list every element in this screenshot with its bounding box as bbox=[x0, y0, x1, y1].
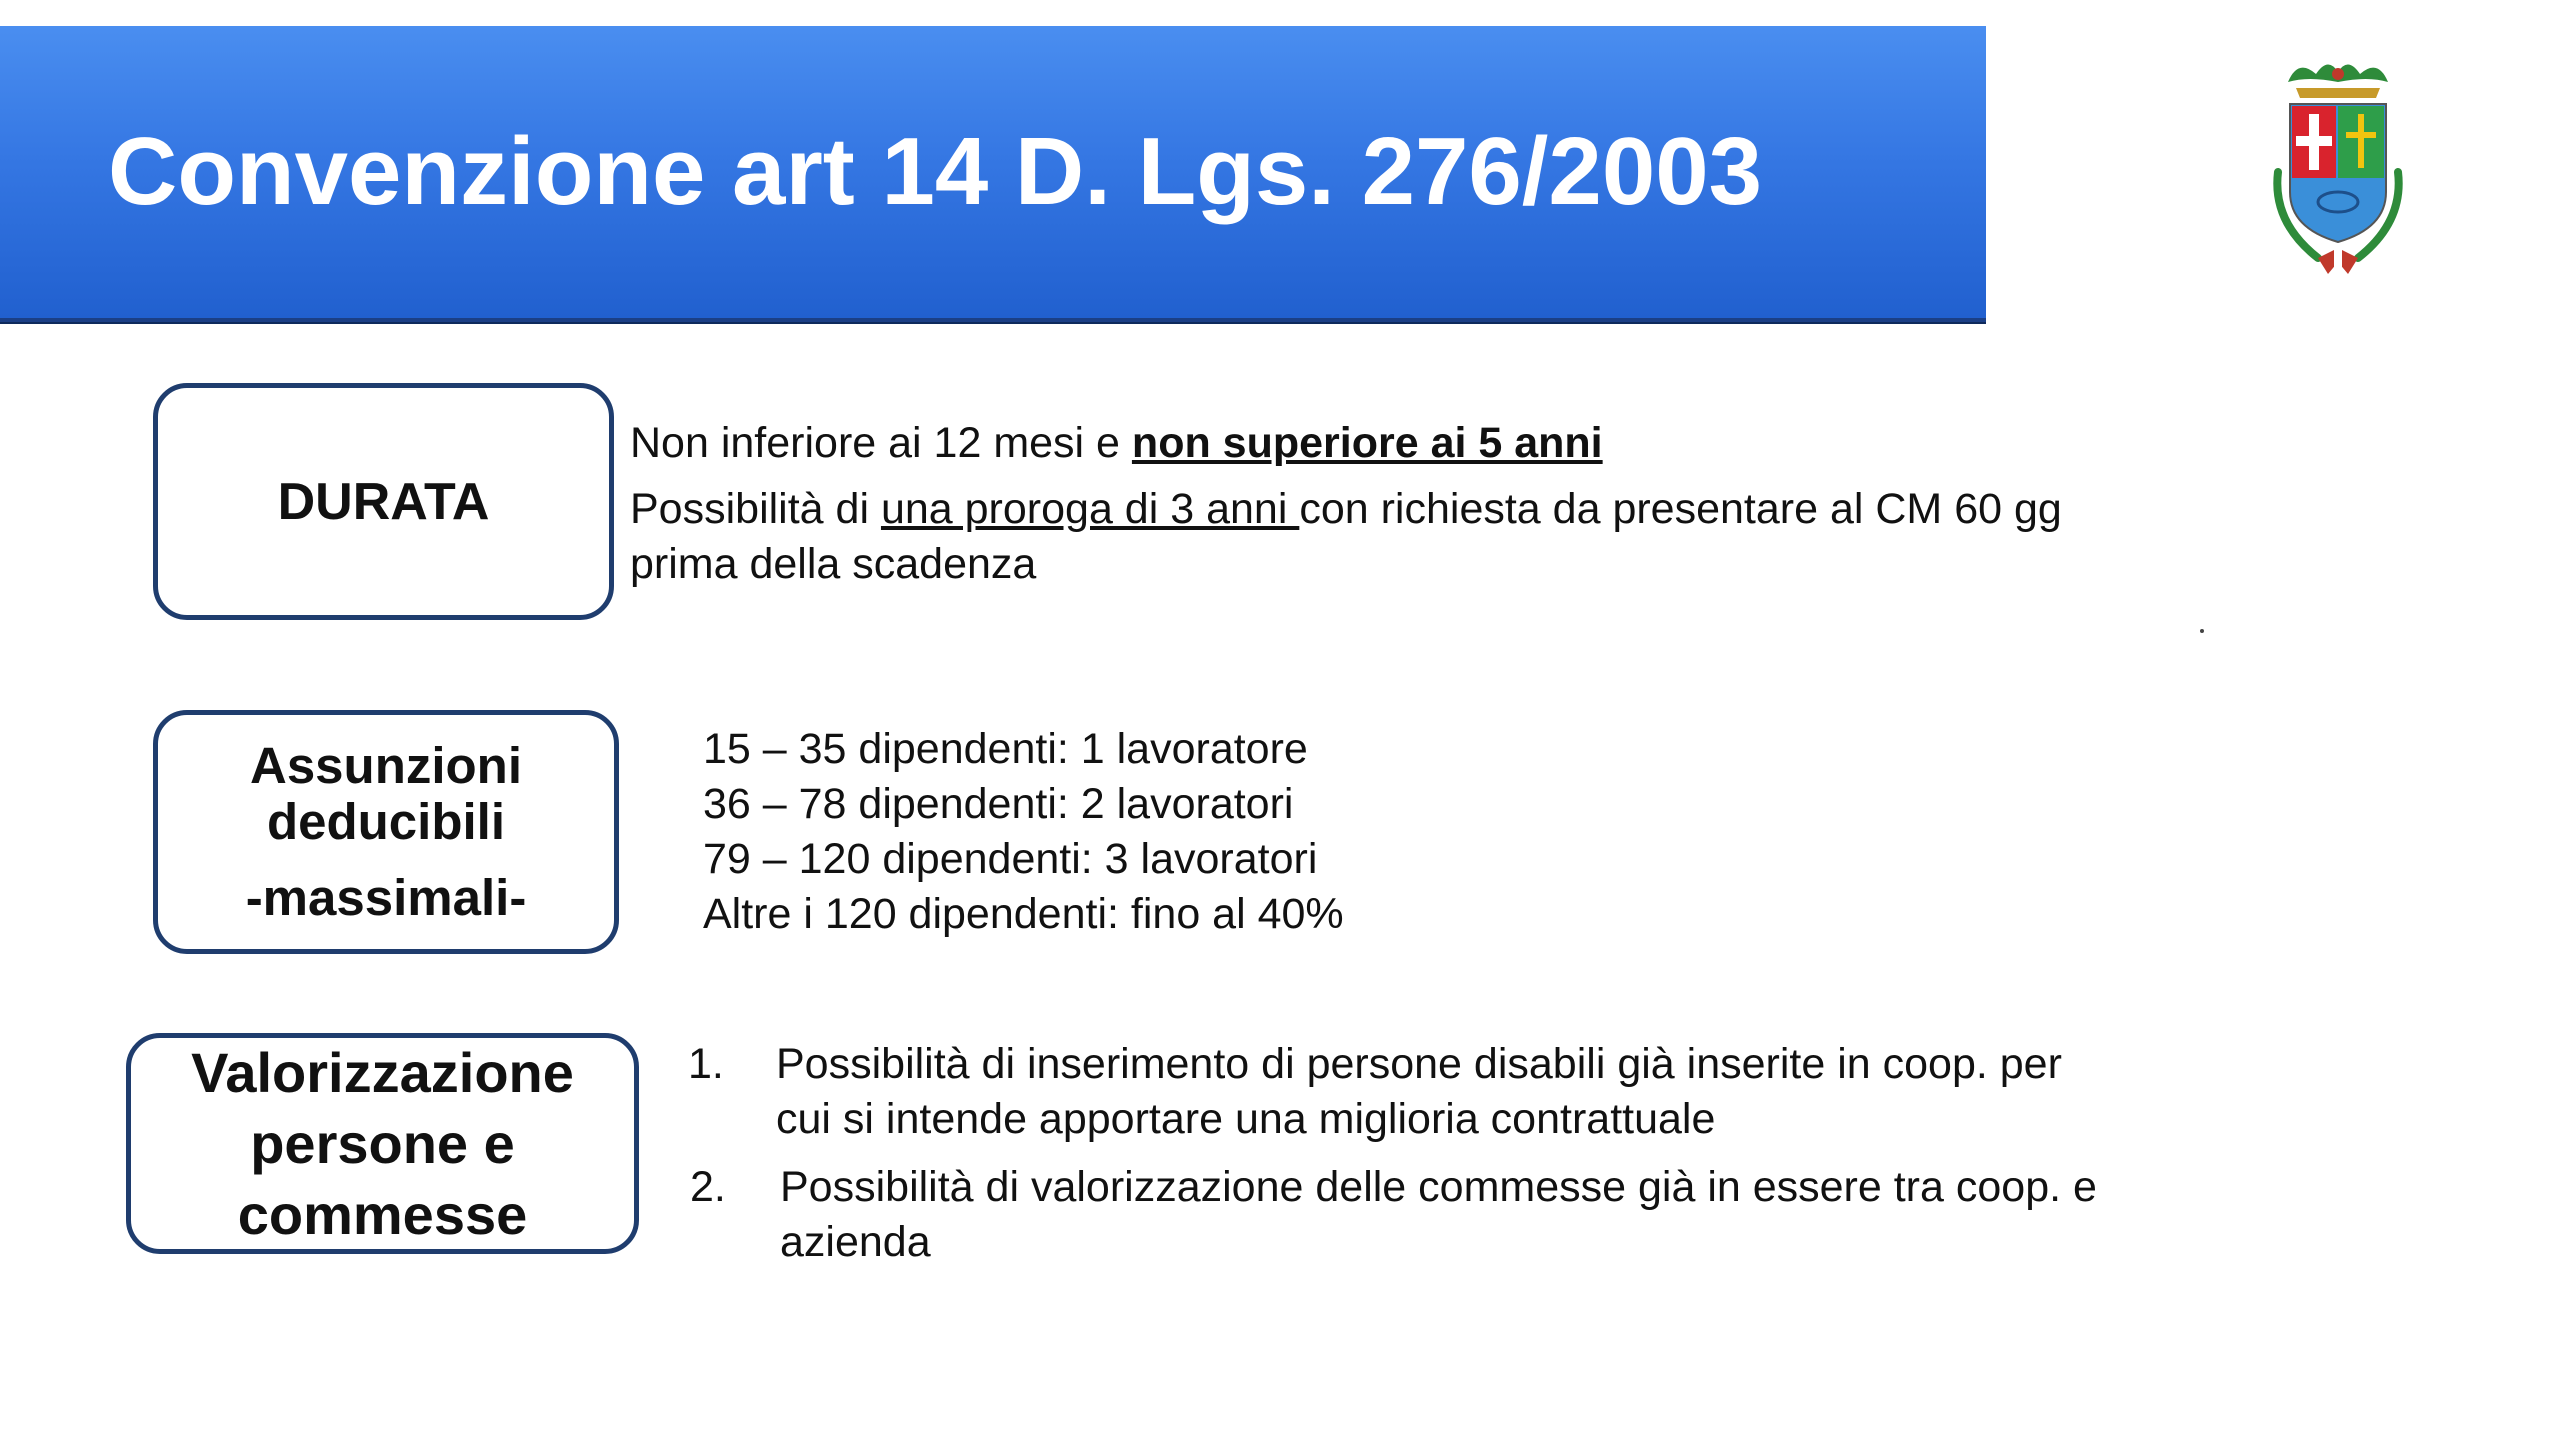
slide-title: Convenzione art 14 D. Lgs. 276/2003 bbox=[108, 118, 1762, 225]
list-item-body bbox=[776, 1037, 2062, 1147]
stray-dot bbox=[2200, 629, 2204, 633]
durata-proroga-text: una proroga di 3 anni bbox=[880, 485, 1300, 533]
list-item-line: cui si intende apportare una miglioria contrattuale bbox=[776, 1095, 1716, 1143]
list-item-line: Possibilità di valorizzazione delle commesse già in essere tra coop. e bbox=[780, 1163, 2097, 1211]
valorizzazione-label-line-2: persone e bbox=[250, 1112, 515, 1175]
durata-label: DURATA bbox=[277, 472, 490, 531]
durata-label-box bbox=[153, 383, 614, 620]
durata-description bbox=[630, 416, 2062, 592]
list-item: 36 – 78 dipendenti: 2 lavoratori bbox=[703, 780, 1294, 828]
durata-max-text: non superiore ai 5 anni bbox=[1131, 419, 1603, 467]
durata-line-1 bbox=[630, 416, 2062, 471]
assunzioni-list bbox=[703, 722, 1344, 942]
assunzioni-label-box bbox=[153, 710, 619, 954]
valorizzazione-label-line-3: commesse bbox=[237, 1183, 528, 1246]
valorizzazione-label-box bbox=[126, 1033, 639, 1254]
list-number: 1. bbox=[688, 1040, 724, 1088]
valorizzazione-label-line-1: Valorizzazione bbox=[191, 1041, 574, 1104]
assunzioni-label-line-1: Assunzioni bbox=[249, 737, 522, 794]
durata-proroga-suffix: con richiesta da presentare al CM 60 gg bbox=[1299, 485, 2062, 533]
list-item-line: Possibilità di inserimento di persone disabili già inserite in coop. per bbox=[776, 1040, 2062, 1088]
list-item: 15 – 35 dipendenti: 1 lavoratore bbox=[703, 725, 1308, 773]
list-item: Altre i 120 dipendenti: fino al 40% bbox=[703, 890, 1344, 938]
assunzioni-label-line-3: -massimali- bbox=[245, 869, 527, 926]
durata-line-3: prima della scadenza bbox=[630, 540, 1037, 588]
list-number: 2. bbox=[690, 1163, 726, 1211]
list-item-body bbox=[780, 1160, 2097, 1270]
list-item-line: azienda bbox=[780, 1218, 931, 1266]
durata-min-text: Non inferiore ai 12 mesi e bbox=[630, 419, 1132, 467]
durata-line-2 bbox=[630, 482, 2062, 537]
durata-proroga-prefix: Possibilità di bbox=[630, 485, 881, 533]
province-coat-of-arms-icon bbox=[2258, 52, 2418, 284]
assunzioni-label-line-2: deducibili bbox=[266, 793, 506, 850]
title-bar bbox=[0, 26, 1986, 322]
list-item: 79 – 120 dipendenti: 3 lavoratori bbox=[703, 835, 1318, 883]
